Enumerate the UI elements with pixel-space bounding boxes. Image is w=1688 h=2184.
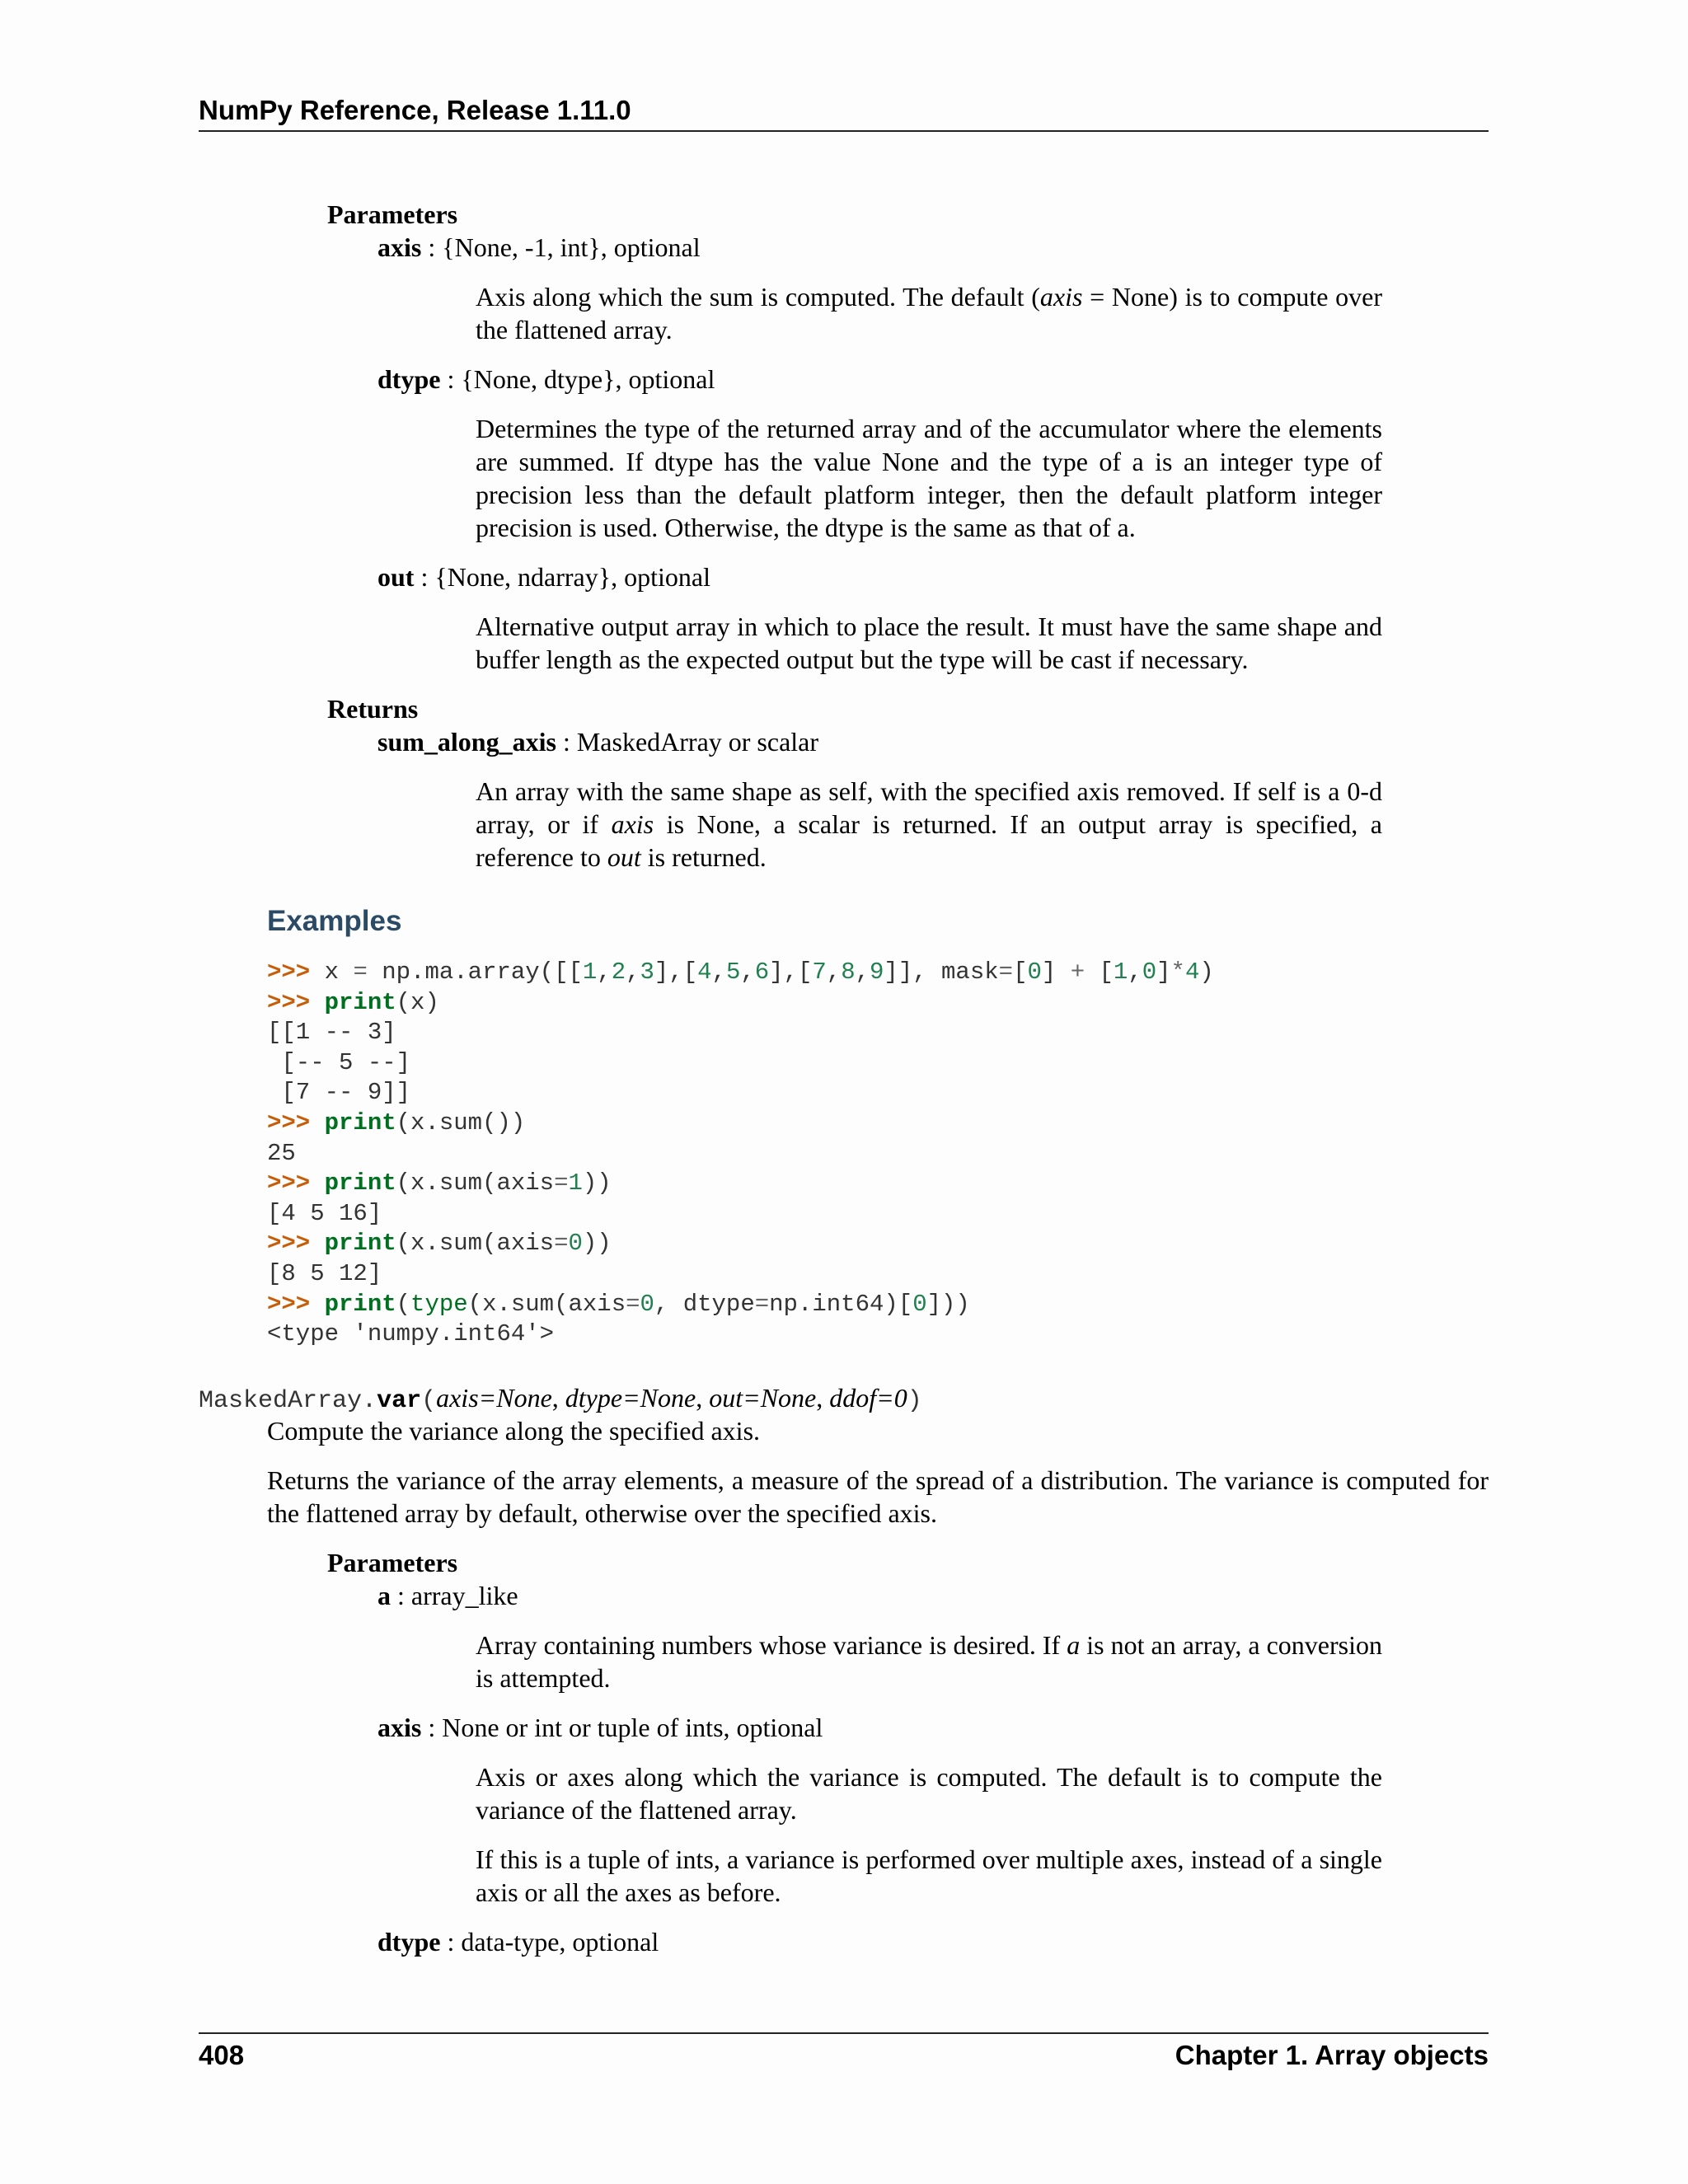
parameters-heading: Parameters xyxy=(327,199,458,229)
param-type: : {None, -1, int}, optional xyxy=(421,232,701,262)
code-line: [4 5 16] xyxy=(267,1199,382,1227)
desc-text: is returned. xyxy=(640,842,767,872)
param-a xyxy=(377,1579,1382,1694)
signature-close-paren: ) xyxy=(907,1387,922,1415)
param-name: a xyxy=(377,1581,391,1610)
desc-text: is not an array, a conversion is attempted. xyxy=(476,1630,1382,1693)
param-dtype xyxy=(377,363,1382,544)
code-line: >>> print(type(x.sum(axis=0, dtype=np.int64)[0])) xyxy=(267,1290,970,1318)
desc-text: Array containing numbers whose variance is desired. If xyxy=(476,1630,1067,1660)
signature-class-name: MaskedArray xyxy=(199,1387,363,1415)
param-type: : array_like xyxy=(391,1581,518,1610)
return-description xyxy=(476,775,1382,874)
signature-arg: ddof=0 xyxy=(829,1383,907,1413)
method-summary: Compute the variance along the specified axis. xyxy=(267,1416,761,1446)
signature-arg: dtype=None xyxy=(565,1383,696,1413)
return-name: sum_along_axis xyxy=(377,727,556,757)
param-name: axis xyxy=(377,1713,422,1742)
running-header-title: NumPy Reference, Release 1.11.0 xyxy=(199,95,631,125)
param-description: Determines the type of the returned array and of the accumulator where the elements are summed. If dtype has the value None and the type of a is an integer type of precision less than the default platform integer, then the default platform integer precision is used. Otherwise, the dtype is the same as that of a. xyxy=(476,414,1382,542)
desc-italic: axis xyxy=(1039,282,1083,312)
footer-rule xyxy=(199,2032,1489,2034)
param-description xyxy=(476,280,1382,346)
code-line: <type 'numpy.int64'> xyxy=(267,1320,555,1348)
parameters-heading: Parameters xyxy=(327,1548,458,1577)
param-description-extra: If this is a tuple of ints, a variance is performed over multiple axes, instead of a single axis or all the axes as before. xyxy=(476,1844,1382,1907)
code-line: [8 5 12] xyxy=(267,1259,382,1287)
return-type: : MaskedArray or scalar xyxy=(556,727,819,757)
code-line: [[1 -- 3] xyxy=(267,1019,396,1047)
return-value xyxy=(377,725,1382,874)
code-line: >>> print(x) xyxy=(267,988,439,1016)
param-dtype xyxy=(377,1925,1382,1958)
param-description: Alternative output array in which to place the result. It must have the same shape and buffer length as the expected output but the type will be cast if necessary. xyxy=(476,612,1382,674)
example-code-block xyxy=(267,958,1214,1350)
desc-italic: a xyxy=(1067,1630,1081,1660)
signature-open-paren: ( xyxy=(421,1387,437,1415)
signature-arg: axis=None xyxy=(436,1383,552,1413)
returns-heading: Returns xyxy=(327,694,419,724)
code-line: >>> print(x.sum(axis=0)) xyxy=(267,1230,612,1258)
param-name: axis xyxy=(377,232,422,262)
param-out xyxy=(377,560,1382,676)
param-description xyxy=(476,1629,1382,1694)
param-name: out xyxy=(377,562,415,592)
code-line: >>> print(x.sum(axis=1)) xyxy=(267,1169,612,1197)
param-axis xyxy=(377,1711,1382,1909)
desc-italic: axis xyxy=(611,809,654,839)
param-type: : data-type, optional xyxy=(440,1927,659,1957)
desc-text: = None) is to compute over the flattened array. xyxy=(476,282,1383,344)
signature-arg: out=None xyxy=(709,1383,817,1413)
header-rule xyxy=(199,130,1489,132)
param-type: : {None, ndarray}, optional xyxy=(414,562,710,592)
code-line: >>> print(x.sum()) xyxy=(267,1108,526,1137)
desc-text: An array with the same shape as self, with the specified axis removed. If self is a 0-d array, or if xyxy=(476,776,1382,839)
method-signature: MaskedArray.var(axis=None, dtype=None, out=None, ddof=0) xyxy=(199,1383,922,1415)
param-axis xyxy=(377,231,1382,346)
desc-italic: out xyxy=(607,842,641,872)
param-name: dtype xyxy=(377,1927,441,1957)
page-number: 408 xyxy=(199,2040,245,2070)
chapter-title: Chapter 1. Array objects xyxy=(1175,2040,1489,2070)
examples-heading: Examples xyxy=(267,905,402,937)
var-parameters-section xyxy=(327,1546,1382,1958)
code-line: [7 -- 9]] xyxy=(267,1079,411,1107)
param-description: Axis or axes along which the variance is computed. The default is to compute the variance of the flattened array. xyxy=(476,1762,1382,1825)
param-name: dtype xyxy=(377,364,441,394)
param-type: : {None, dtype}, optional xyxy=(440,364,715,394)
param-type: : None or int or tuple of ints, optional xyxy=(421,1713,823,1742)
code-line: >>> x = np.ma.array([[1,2,3],[4,5,6],[7,8,9]], mask=[0] + [1,0]*4) xyxy=(267,958,1214,986)
sum-parameters-section xyxy=(327,198,1382,874)
code-line: 25 xyxy=(267,1139,296,1167)
desc-text: is None, a scalar is returned. If an output array is specified, a reference to xyxy=(476,809,1383,872)
code-line: [-- 5 --] xyxy=(267,1048,411,1076)
method-description: Returns the variance of the array elements, a measure of the spread of a distribution. The variance is computed for the flattened array by default, otherwise over the specified axis. xyxy=(267,1465,1489,1528)
signature-dot: . xyxy=(362,1387,377,1415)
desc-text: Axis along which the sum is computed. The default ( xyxy=(476,282,1040,312)
signature-method-name: var xyxy=(377,1387,422,1415)
